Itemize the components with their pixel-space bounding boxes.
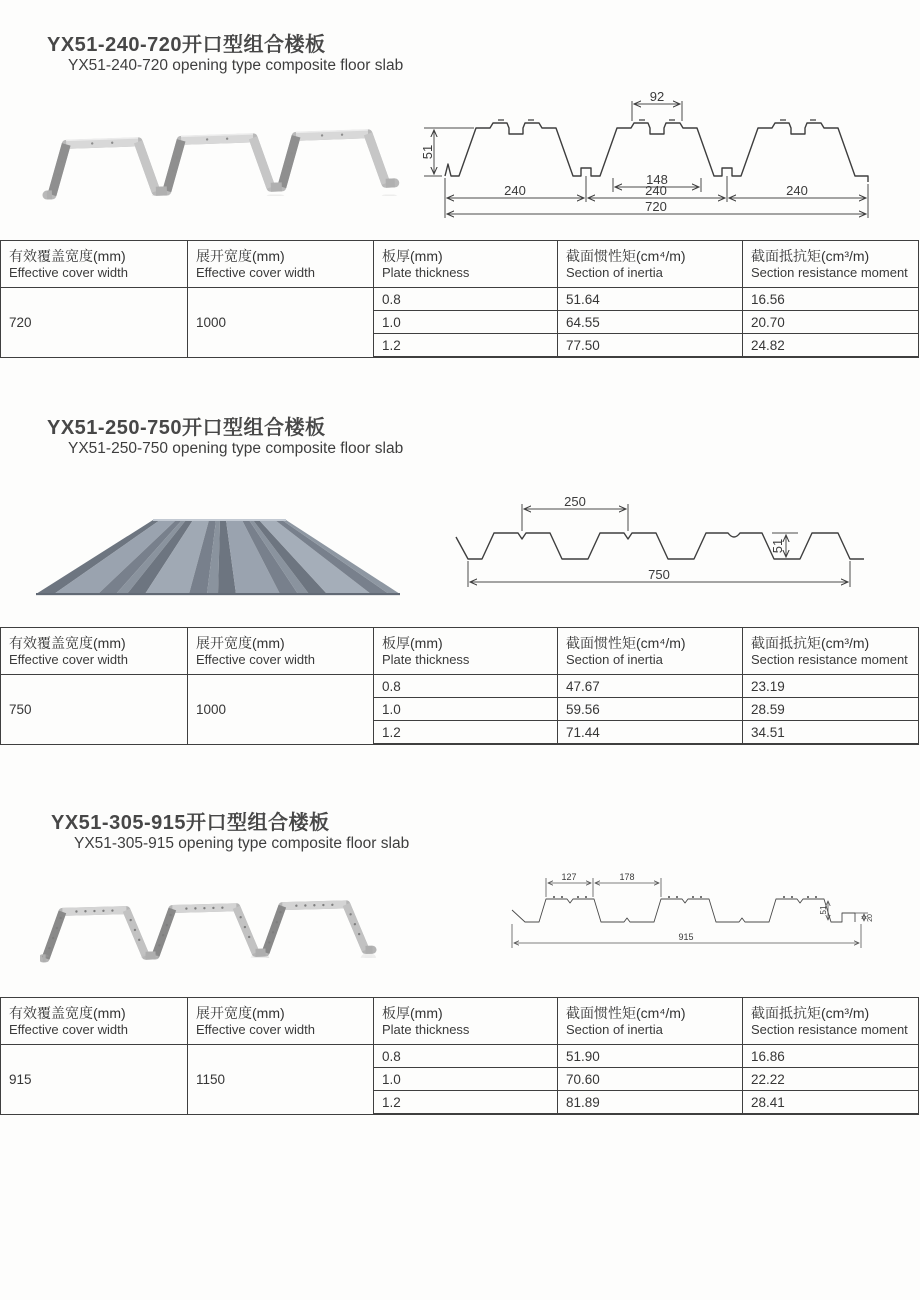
- dim-label-seg2: 240: [645, 183, 667, 198]
- dim-label-height: 51: [420, 144, 435, 160]
- col-header-unfold-width: 展开宽度(mm) Effective cover width: [188, 241, 374, 288]
- resistance-value: 23.19: [743, 675, 919, 698]
- cover-width-value: 720: [1, 288, 188, 358]
- col-header-thickness: 板厚(mm) Plate thickness: [374, 241, 558, 288]
- profile-outline: [512, 899, 855, 922]
- section1-title-en: YX51-240-720 opening type composite floor slab: [68, 57, 404, 74]
- resistance-value: 20.70: [743, 311, 919, 334]
- resistance-value: 16.56: [743, 288, 919, 311]
- thickness-value: 1.2: [374, 334, 558, 358]
- thickness-value: 1.0: [374, 698, 558, 721]
- profile-outline: [456, 533, 864, 559]
- resistance-value: 22.22: [743, 1068, 919, 1091]
- dim-label-top: 92: [649, 90, 665, 104]
- resistance-value: 34.51: [743, 721, 919, 745]
- col-header-thickness: 板厚(mm) Plate thickness: [374, 998, 558, 1045]
- inertia-value: 51.64: [558, 288, 743, 311]
- unfold-width-value: 1000: [188, 288, 374, 358]
- col-header-cover-width: 有效覆盖宽度(mm) Effective cover width: [1, 628, 188, 675]
- cover-width-value: 750: [1, 675, 188, 745]
- dim-label-height: 51: [770, 538, 785, 554]
- inertia-value: 47.67: [558, 675, 743, 698]
- product-photo-yx51-240-720: [38, 94, 403, 224]
- section2-title-zh: YX51-250-750开口型组合楼板: [47, 417, 326, 439]
- resistance-value: 28.41: [743, 1091, 919, 1115]
- resistance-value: 28.59: [743, 698, 919, 721]
- section-diagram-yx51-305-915: [480, 868, 900, 978]
- inertia-value: 81.89: [558, 1091, 743, 1115]
- thickness-value: 0.8: [374, 1045, 558, 1068]
- cover-width-value: 915: [1, 1045, 188, 1115]
- inertia-value: 59.56: [558, 698, 743, 721]
- col-header-cover-width: 有效覆盖宽度(mm) Effective cover width: [1, 998, 188, 1045]
- unfold-width-value: 1150: [188, 1045, 374, 1115]
- dim-label-mid: 148: [646, 172, 668, 187]
- section3-title-en: YX51-305-915 opening type composite floor slab: [74, 835, 410, 852]
- section2-title-en: YX51-250-750 opening type composite floor slab: [68, 440, 404, 457]
- section-diagram-yx51-250-750: [440, 488, 880, 608]
- col-header-inertia: 截面惯性矩(cm⁴/m) Section of inertia: [558, 241, 743, 288]
- dim-label-total: 720: [645, 199, 667, 214]
- col-header-resistance: 截面抵抗矩(cm³/m) Section resistance moment: [743, 628, 919, 675]
- dim-label-total: 750: [648, 567, 670, 582]
- dim-label-seg1: 240: [504, 183, 526, 198]
- inertia-value: 70.60: [558, 1068, 743, 1091]
- thickness-value: 1.0: [374, 1068, 558, 1091]
- dim-label-top: 127: [561, 872, 577, 882]
- profile-dots: [553, 896, 817, 898]
- thickness-value: 0.8: [374, 288, 558, 311]
- product-photo-yx51-305-915: [40, 866, 380, 986]
- section1-title-zh: YX51-240-720开口型组合楼板: [47, 34, 326, 56]
- spec-table-yx51-305-915: [0, 997, 919, 1115]
- dim-label-edge: 20: [867, 914, 874, 922]
- dim-label-valley: 178: [619, 872, 635, 882]
- col-header-cover-width: 有效覆盖宽度(mm) Effective cover width: [1, 241, 188, 288]
- spec-table-yx51-240-720: [0, 240, 919, 358]
- section3-title-zh: YX51-305-915开口型组合楼板: [51, 812, 330, 834]
- resistance-value: 16.86: [743, 1045, 919, 1068]
- thickness-value: 1.2: [374, 721, 558, 745]
- thickness-value: 0.8: [374, 675, 558, 698]
- col-header-resistance: 截面抵抗矩(cm³/m) Section resistance moment: [743, 998, 919, 1045]
- thickness-value: 1.2: [374, 1091, 558, 1115]
- dim-label-pitch: 250: [564, 494, 586, 509]
- product-photo-yx51-250-750: [28, 462, 408, 612]
- resistance-value: 24.82: [743, 334, 919, 358]
- col-header-inertia: 截面惯性矩(cm⁴/m) Section of inertia: [558, 628, 743, 675]
- inertia-value: 51.90: [558, 1045, 743, 1068]
- col-header-inertia: 截面惯性矩(cm⁴/m) Section of inertia: [558, 998, 743, 1045]
- col-header-unfold-width: 展开宽度(mm) Effective cover width: [188, 628, 374, 675]
- thickness-value: 1.0: [374, 311, 558, 334]
- col-header-resistance: 截面抵抗矩(cm³/m) Section resistance moment: [743, 241, 919, 288]
- unfold-width-value: 1000: [188, 675, 374, 745]
- inertia-value: 71.44: [558, 721, 743, 745]
- dim-label-seg3: 240: [786, 183, 808, 198]
- section-diagram-yx51-240-720: [420, 90, 890, 222]
- dim-label-height: 51: [819, 905, 828, 915]
- inertia-value: 64.55: [558, 311, 743, 334]
- dim-label-total: 915: [678, 932, 694, 942]
- inertia-value: 77.50: [558, 334, 743, 358]
- col-header-thickness: 板厚(mm) Plate thickness: [374, 628, 558, 675]
- col-header-unfold-width: 展开宽度(mm) Effective cover width: [188, 998, 374, 1045]
- spec-table-yx51-250-750: [0, 627, 919, 745]
